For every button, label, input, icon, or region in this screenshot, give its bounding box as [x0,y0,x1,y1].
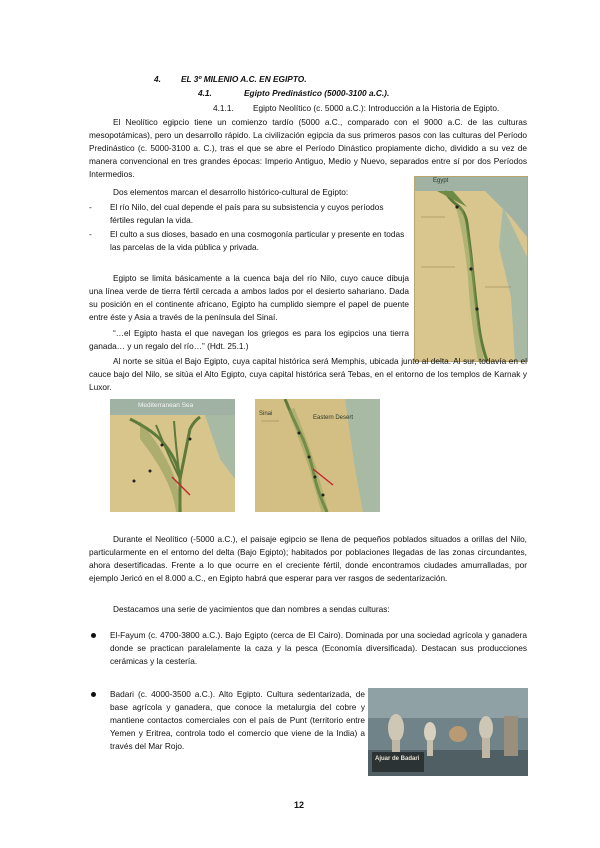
site-el-fayum: El-Fayum (c. 4700-3800 a.C.). Bajo Egipto (cerca de El Cairo). Dominada por una sociedad agrícola y ganadera donde se practican paralelamente la caza y la pesca (Economía diversificada). Destacan sus producciones cerámicas y la cestería. [110,630,527,666]
heading-2-number: 4.1. [198,88,212,98]
upper-nile-map-image [255,399,380,512]
delta-map-image [110,399,235,512]
site-bullet-2 [91,692,96,697]
upper-map-desert-label: Eastern Desert [313,415,354,421]
sites-intro: Destacamos una serie de yacimientos que dan nombres a sendas culturas: [113,604,390,614]
heading-2: Egipto Predinástico (5000-3100 a.C.). [244,88,390,98]
delta-map-sea-label: Mediterranean Sea [138,402,194,409]
heading-1: EL 3º MILENIO A.C. EN EGIPTO. [181,74,307,84]
page-number: 12 [294,800,305,810]
photo-caption: Ajuar de Badari [375,756,420,762]
elements-intro: Dos elementos marcan el desarrollo histórico-cultural de Egipto: [113,187,349,197]
nile-map-image [414,176,528,362]
heading-3-number: 4.1.1. [213,103,234,113]
site-badari: Badari (c. 4000-3500 a.C.). Alto Egipto. Cultura sedentarizada, de base agrícola y ganadera, que conoce la metalurgia del cobre y mantiene contactos comerciales con el país de Punt (territorio entre Yemen y Eritrea, controla todo el comercio que viene de la India) a través del Mar Rojo. [110,689,365,751]
element-dash-1: - [89,202,92,212]
herodotus-quote: “…el Egipto hasta el que navegan los griegos es para los egipcios una tierra ganada… y un regalo del río…” (Hdt. 25.1.) [89,328,409,351]
element-dash-2: - [89,229,92,239]
nile-paragraph: Egipto se limita básicamente a la cuenca baja del río Nilo, cuyo cauce dibuja una línea verde de tierra fértil cercada a ambos lados por el desierto sahariano. Dada su posición en el continente africano, Egipto ha cumplido siempre el papel de puente entre éste y Asia a través de la península del Sinaí. [89,273,409,322]
element-item-2: El culto a sus dioses, basado en una cosmogonía particular y presente en todas las parcelas de la vida pública y privada. [110,229,405,252]
site-bullet-1 [91,633,96,638]
neolithic-paragraph: Durante el Neolítico (-5000 a.C.), el paisaje egipcio se llena de pequeños poblados situados a orillas del Nilo, particularmente en el entorno del delta (Bajo Egipto); habitados por poblaciones llegadas de las zonas circundantes, ahora desertificadas. Frente a lo que ocurre en el creciente fértil, donde encontramos ciudades amurralladas, por ejemplo Jericó en el 8.000 a.C., en Egipto habrá que esperar para ver rasgos de sedentarización. [89,534,527,583]
intro-paragraph: El Neolítico egipcio tiene un comienzo tardío (5000 a.C., comparado con el 9000 a.C. de las culturas mesopotámicas), pero un desarrollo rápido. La civilización egipcia da sus primeros pasos con las culturas del Período Predinástico (c. 5000-3100 a. C.), tras el que se abre el Período Dinástico propiamente dicho, dividido a su vez de manera convencional en tres grandes épocas: Imperio Antiguo, Medio y Nuevo, separados entre sí por dos Períodos Intermedios. [89,117,527,179]
big-map-caption: Egypt [433,178,449,184]
element-item-1: El río Nilo, del cual depende el país para su subsistencia y cuyos períodos fértiles regulan la vida. [110,202,384,225]
upper-map-region-label: Sinai [259,411,273,417]
heading-1-number: 4. [154,74,161,84]
heading-3: Egipto Neolítico (c. 5000 a.C.): Introducción a la Historia de Egipto. [253,103,500,113]
north-south-paragraph: Al norte se sitúa el Bajo Egipto, cuya capital histórica será Memphis, ubicada junto al delta. Al sur, todavía en el cauce bajo del Nilo, se sitúa el Alto Egipto, cuya capital histórica será Tebas, en el entorno de los templos de Karnak y Luxor. [89,356,527,392]
badari-photo [368,688,528,776]
